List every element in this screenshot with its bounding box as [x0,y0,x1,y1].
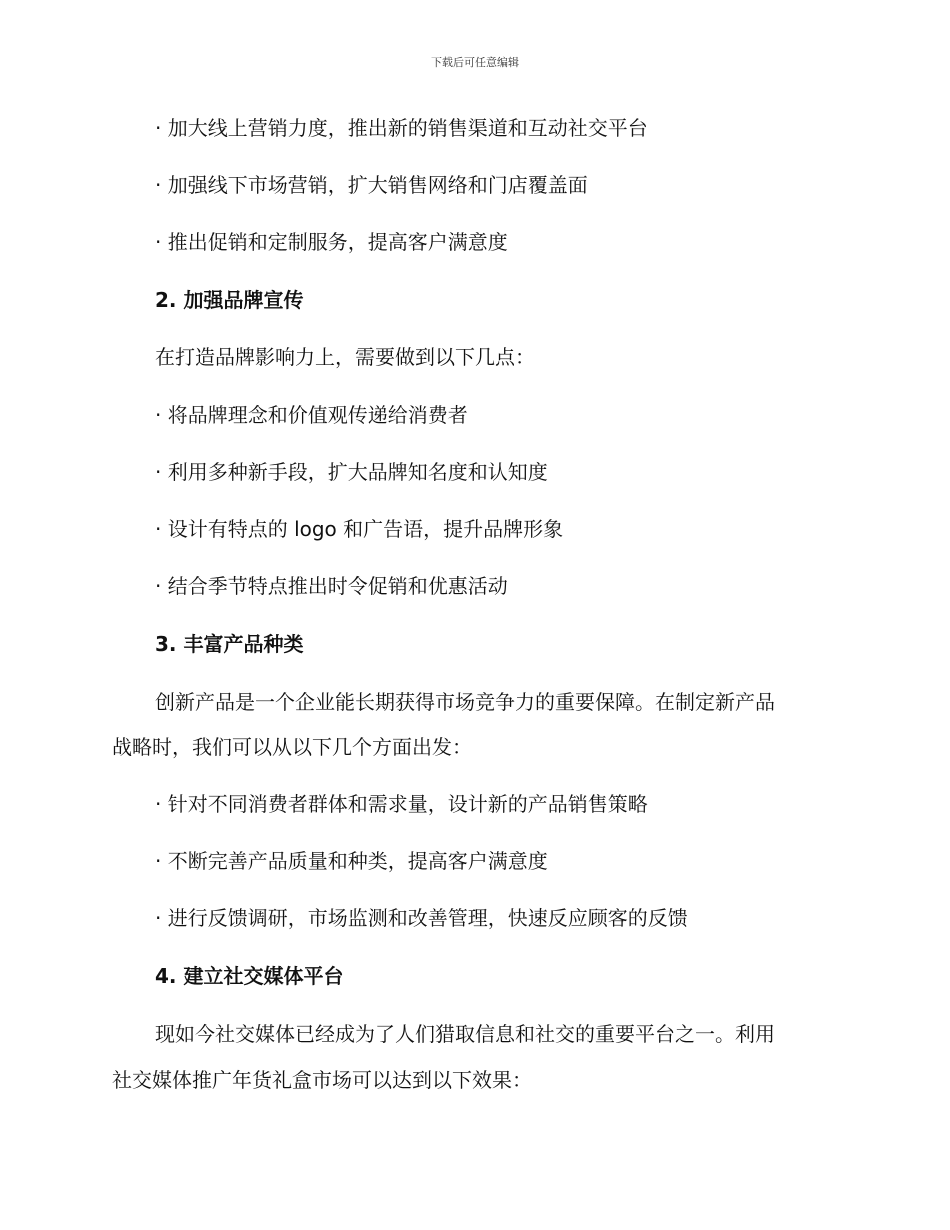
bullet-item: · 针对不同消费者群体和需求量，设计新的产品销售策略 [155,792,648,816]
paragraph-line: 战略时，我们可以从以下几个方面出发： [112,735,472,759]
bullet-item: · 推出促销和定制服务，提高客户满意度 [155,230,508,254]
paragraph-line: 现如今社交媒体已经成为了人们猎取信息和社交的重要平台之一。利用 [155,1022,775,1046]
bullet-item: · 设计有特点的 logo 和广告语，提升品牌形象 [155,517,564,541]
bullet-item: · 加强线下市场营销，扩大销售网络和门店覆盖面 [155,173,588,197]
paragraph-line: 在打造品牌影响力上，需要做到以下几点： [155,345,535,369]
section-heading: 3. 丰富产品种类 [155,632,304,656]
bullet-item: · 结合季节特点推出时令促销和优惠活动 [155,574,508,598]
bullet-item: · 进行反馈调研，市场监测和改善管理，快速反应顾客的反馈 [155,906,688,930]
paragraph-line: 创新产品是一个企业能长期获得市场竞争力的重要保障。在制定新产品 [155,690,775,714]
bullet-item: · 加大线上营销力度，推出新的销售渠道和互动社交平台 [155,116,648,140]
section-heading: 2. 加强品牌宣传 [155,288,304,312]
section-heading: 4. 建立社交媒体平台 [155,964,344,988]
paragraph-line: 社交媒体推广年货礼盒市场可以达到以下效果： [112,1068,532,1092]
bullet-item: · 将品牌理念和价值观传递给消费者 [155,403,468,427]
page-header-note: 下载后可任意编辑 [431,56,519,69]
bullet-item: · 利用多种新手段，扩大品牌知名度和认知度 [155,460,548,484]
bullet-item: · 不断完善产品质量和种类，提高客户满意度 [155,849,548,873]
